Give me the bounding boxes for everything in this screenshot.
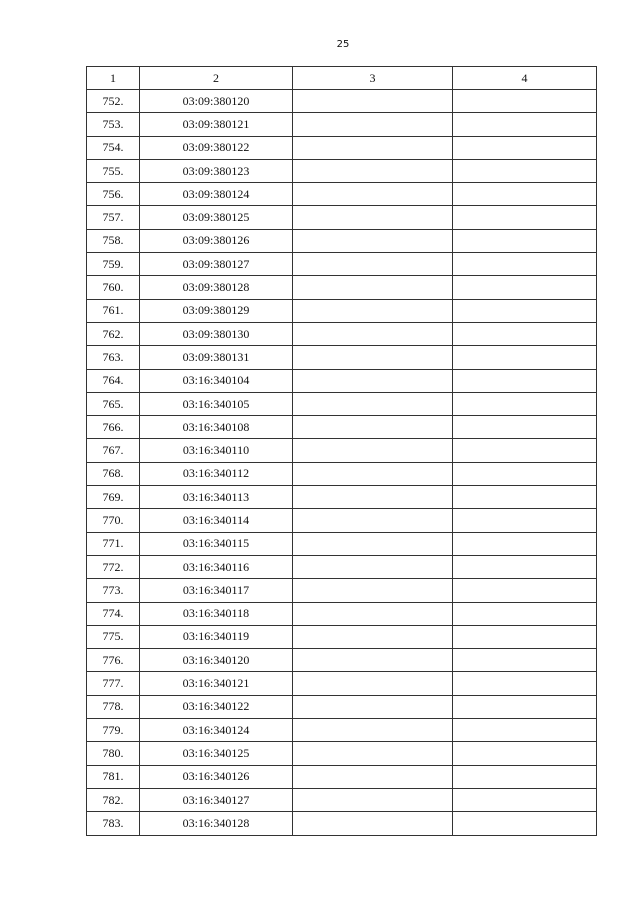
column-3-cell: [293, 625, 453, 648]
table-row: [87, 532, 597, 555]
column-3-cell: [293, 742, 453, 765]
row-number-cell: 782.: [87, 788, 140, 811]
column-4-cell: [453, 532, 597, 555]
column-4-cell: [453, 742, 597, 765]
cadastral-number-cell: 03:16:340127: [140, 788, 293, 811]
cadastral-number-cell: 03:16:340118: [140, 602, 293, 625]
column-3-cell: [293, 136, 453, 159]
column-3-cell: [293, 206, 453, 229]
column-4-cell: [453, 579, 597, 602]
cadastral-number-cell: 03:16:340117: [140, 579, 293, 602]
row-number-cell: 761.: [87, 299, 140, 322]
column-3-cell: [293, 602, 453, 625]
row-number-cell: 755.: [87, 159, 140, 182]
cadastral-number-cell: 03:16:340110: [140, 439, 293, 462]
cadastral-number-cell: 03:16:340122: [140, 695, 293, 718]
row-number-cell: 775.: [87, 625, 140, 648]
row-number-cell: 753.: [87, 113, 140, 136]
column-3-cell: [293, 509, 453, 532]
table-row: [87, 742, 597, 765]
column-3-cell: [293, 719, 453, 742]
column-3-cell: [293, 416, 453, 439]
row-number-cell: 765.: [87, 392, 140, 415]
cadastral-number-cell: 03:16:340112: [140, 462, 293, 485]
column-4-cell: [453, 229, 597, 252]
table-row: [87, 253, 597, 276]
row-number-cell: 774.: [87, 602, 140, 625]
column-3-cell: [293, 322, 453, 345]
row-number-cell: 769.: [87, 486, 140, 509]
table-row: [87, 392, 597, 415]
row-number-cell: 760.: [87, 276, 140, 299]
column-3-cell: [293, 649, 453, 672]
column-4-cell: [453, 322, 597, 345]
column-3-cell: [293, 555, 453, 578]
table-row: [87, 625, 597, 648]
column-3-cell: [293, 788, 453, 811]
row-number-cell: 766.: [87, 416, 140, 439]
row-number-cell: 777.: [87, 672, 140, 695]
column-4-cell: [453, 276, 597, 299]
table-body: [87, 90, 597, 836]
column-3-cell: [293, 672, 453, 695]
column-3-cell: [293, 486, 453, 509]
table-row: [87, 555, 597, 578]
row-number-cell: 758.: [87, 229, 140, 252]
row-number-cell: 768.: [87, 462, 140, 485]
column-4-cell: [453, 299, 597, 322]
cadastral-number-cell: 03:09:380128: [140, 276, 293, 299]
table-row: [87, 579, 597, 602]
table-row: [87, 695, 597, 718]
cadastral-number-cell: 03:16:340126: [140, 765, 293, 788]
cadastral-number-cell: 03:09:380123: [140, 159, 293, 182]
table-row: [87, 509, 597, 532]
column-3-cell: [293, 113, 453, 136]
column-4-cell: [453, 486, 597, 509]
table-row: [87, 462, 597, 485]
column-4-cell: [453, 159, 597, 182]
row-number-cell: 762.: [87, 322, 140, 345]
column-4-cell: [453, 439, 597, 462]
row-number-cell: 772.: [87, 555, 140, 578]
column-4-cell: [453, 113, 597, 136]
table-row: [87, 299, 597, 322]
column-4-cell: [453, 625, 597, 648]
cadastral-number-cell: 03:16:340114: [140, 509, 293, 532]
column-3-cell: [293, 695, 453, 718]
column-4-cell: [453, 183, 597, 206]
column-3-cell: [293, 439, 453, 462]
column-3-cell: [293, 346, 453, 369]
row-number-cell: 778.: [87, 695, 140, 718]
column-3-cell: [293, 276, 453, 299]
column-4-cell: [453, 602, 597, 625]
table-row: [87, 416, 597, 439]
cadastral-number-cell: 03:16:340128: [140, 812, 293, 835]
row-number-cell: 780.: [87, 742, 140, 765]
row-number-cell: 781.: [87, 765, 140, 788]
cadastral-number-cell: 03:09:380124: [140, 183, 293, 206]
column-3-cell: [293, 532, 453, 555]
column-3-cell: [293, 812, 453, 835]
column-3-cell: [293, 229, 453, 252]
cadastral-number-cell: 03:09:380130: [140, 322, 293, 345]
row-number-cell: 752.: [87, 90, 140, 113]
cadastral-number-cell: 03:16:340119: [140, 625, 293, 648]
cadastral-number-cell: 03:16:340113: [140, 486, 293, 509]
column-3-cell: [293, 253, 453, 276]
column-4-cell: [453, 812, 597, 835]
table-row: [87, 486, 597, 509]
row-number-cell: 756.: [87, 183, 140, 206]
column-4-cell: [453, 719, 597, 742]
table-row: [87, 369, 597, 392]
column-4-cell: [453, 253, 597, 276]
column-3-cell: [293, 369, 453, 392]
column-4-cell: [453, 649, 597, 672]
column-3-cell: [293, 90, 453, 113]
cadastral-number-cell: 03:09:380125: [140, 206, 293, 229]
cadastral-number-cell: 03:09:380120: [140, 90, 293, 113]
column-4-cell: [453, 788, 597, 811]
cadastral-number-cell: 03:16:340105: [140, 392, 293, 415]
table-row: [87, 765, 597, 788]
column-4-cell: [453, 555, 597, 578]
row-number-cell: 757.: [87, 206, 140, 229]
column-4-cell: [453, 765, 597, 788]
row-number-cell: 767.: [87, 439, 140, 462]
row-number-cell: 763.: [87, 346, 140, 369]
table-row: [87, 113, 597, 136]
table-row: [87, 136, 597, 159]
cadastral-number-cell: 03:09:380129: [140, 299, 293, 322]
table-row: [87, 649, 597, 672]
column-4-cell: [453, 206, 597, 229]
row-number-cell: 773.: [87, 579, 140, 602]
table-row: [87, 322, 597, 345]
row-number-cell: 771.: [87, 532, 140, 555]
cadastral-number-cell: 03:16:340124: [140, 719, 293, 742]
cadastral-number-cell: 03:09:380121: [140, 113, 293, 136]
cadastral-number-cell: 03:16:340104: [140, 369, 293, 392]
table-header: [87, 67, 597, 90]
table-row: [87, 439, 597, 462]
table-row: [87, 672, 597, 695]
cadastral-number-cell: 03:16:340116: [140, 555, 293, 578]
column-4-cell: [453, 346, 597, 369]
cadastral-number-cell: 03:09:380127: [140, 253, 293, 276]
column-3-cell: [293, 462, 453, 485]
row-number-cell: 764.: [87, 369, 140, 392]
row-number-cell: 754.: [87, 136, 140, 159]
table-row: [87, 812, 597, 835]
column-4-cell: [453, 369, 597, 392]
row-number-cell: 779.: [87, 719, 140, 742]
cadastral-number-cell: 03:09:380131: [140, 346, 293, 369]
column-header-3: 3: [293, 67, 453, 90]
row-number-cell: 759.: [87, 253, 140, 276]
table-row: [87, 788, 597, 811]
cadastral-number-cell: 03:09:380122: [140, 136, 293, 159]
cadastral-number-cell: 03:16:340108: [140, 416, 293, 439]
column-4-cell: [453, 416, 597, 439]
cadastral-number-cell: 03:16:340115: [140, 532, 293, 555]
cadastral-number-cell: 03:16:340120: [140, 649, 293, 672]
column-3-cell: [293, 392, 453, 415]
table-row: [87, 719, 597, 742]
column-3-cell: [293, 765, 453, 788]
row-number-cell: 783.: [87, 812, 140, 835]
column-4-cell: [453, 509, 597, 532]
column-3-cell: [293, 183, 453, 206]
table-row: [87, 602, 597, 625]
table-row: [87, 183, 597, 206]
table-row: [87, 90, 597, 113]
column-3-cell: [293, 299, 453, 322]
row-number-cell: 776.: [87, 649, 140, 672]
table-row: [87, 346, 597, 369]
table-row: [87, 229, 597, 252]
column-4-cell: [453, 90, 597, 113]
cadastral-number-cell: 03:16:340125: [140, 742, 293, 765]
column-3-cell: [293, 579, 453, 602]
cadastral-number-cell: 03:09:380126: [140, 229, 293, 252]
column-4-cell: [453, 695, 597, 718]
table-row: [87, 159, 597, 182]
column-4-cell: [453, 392, 597, 415]
page-number: 25: [336, 39, 350, 50]
column-3-cell: [293, 159, 453, 182]
column-header-1: 1: [87, 67, 140, 90]
column-4-cell: [453, 462, 597, 485]
column-header-2: 2: [140, 67, 293, 90]
table-row: [87, 276, 597, 299]
row-number-cell: 770.: [87, 509, 140, 532]
column-4-cell: [453, 136, 597, 159]
column-header-4: 4: [453, 67, 597, 90]
cadastral-number-cell: 03:16:340121: [140, 672, 293, 695]
header-row: [87, 67, 597, 90]
table-row: [87, 206, 597, 229]
registry-table: [86, 66, 597, 836]
column-4-cell: [453, 672, 597, 695]
